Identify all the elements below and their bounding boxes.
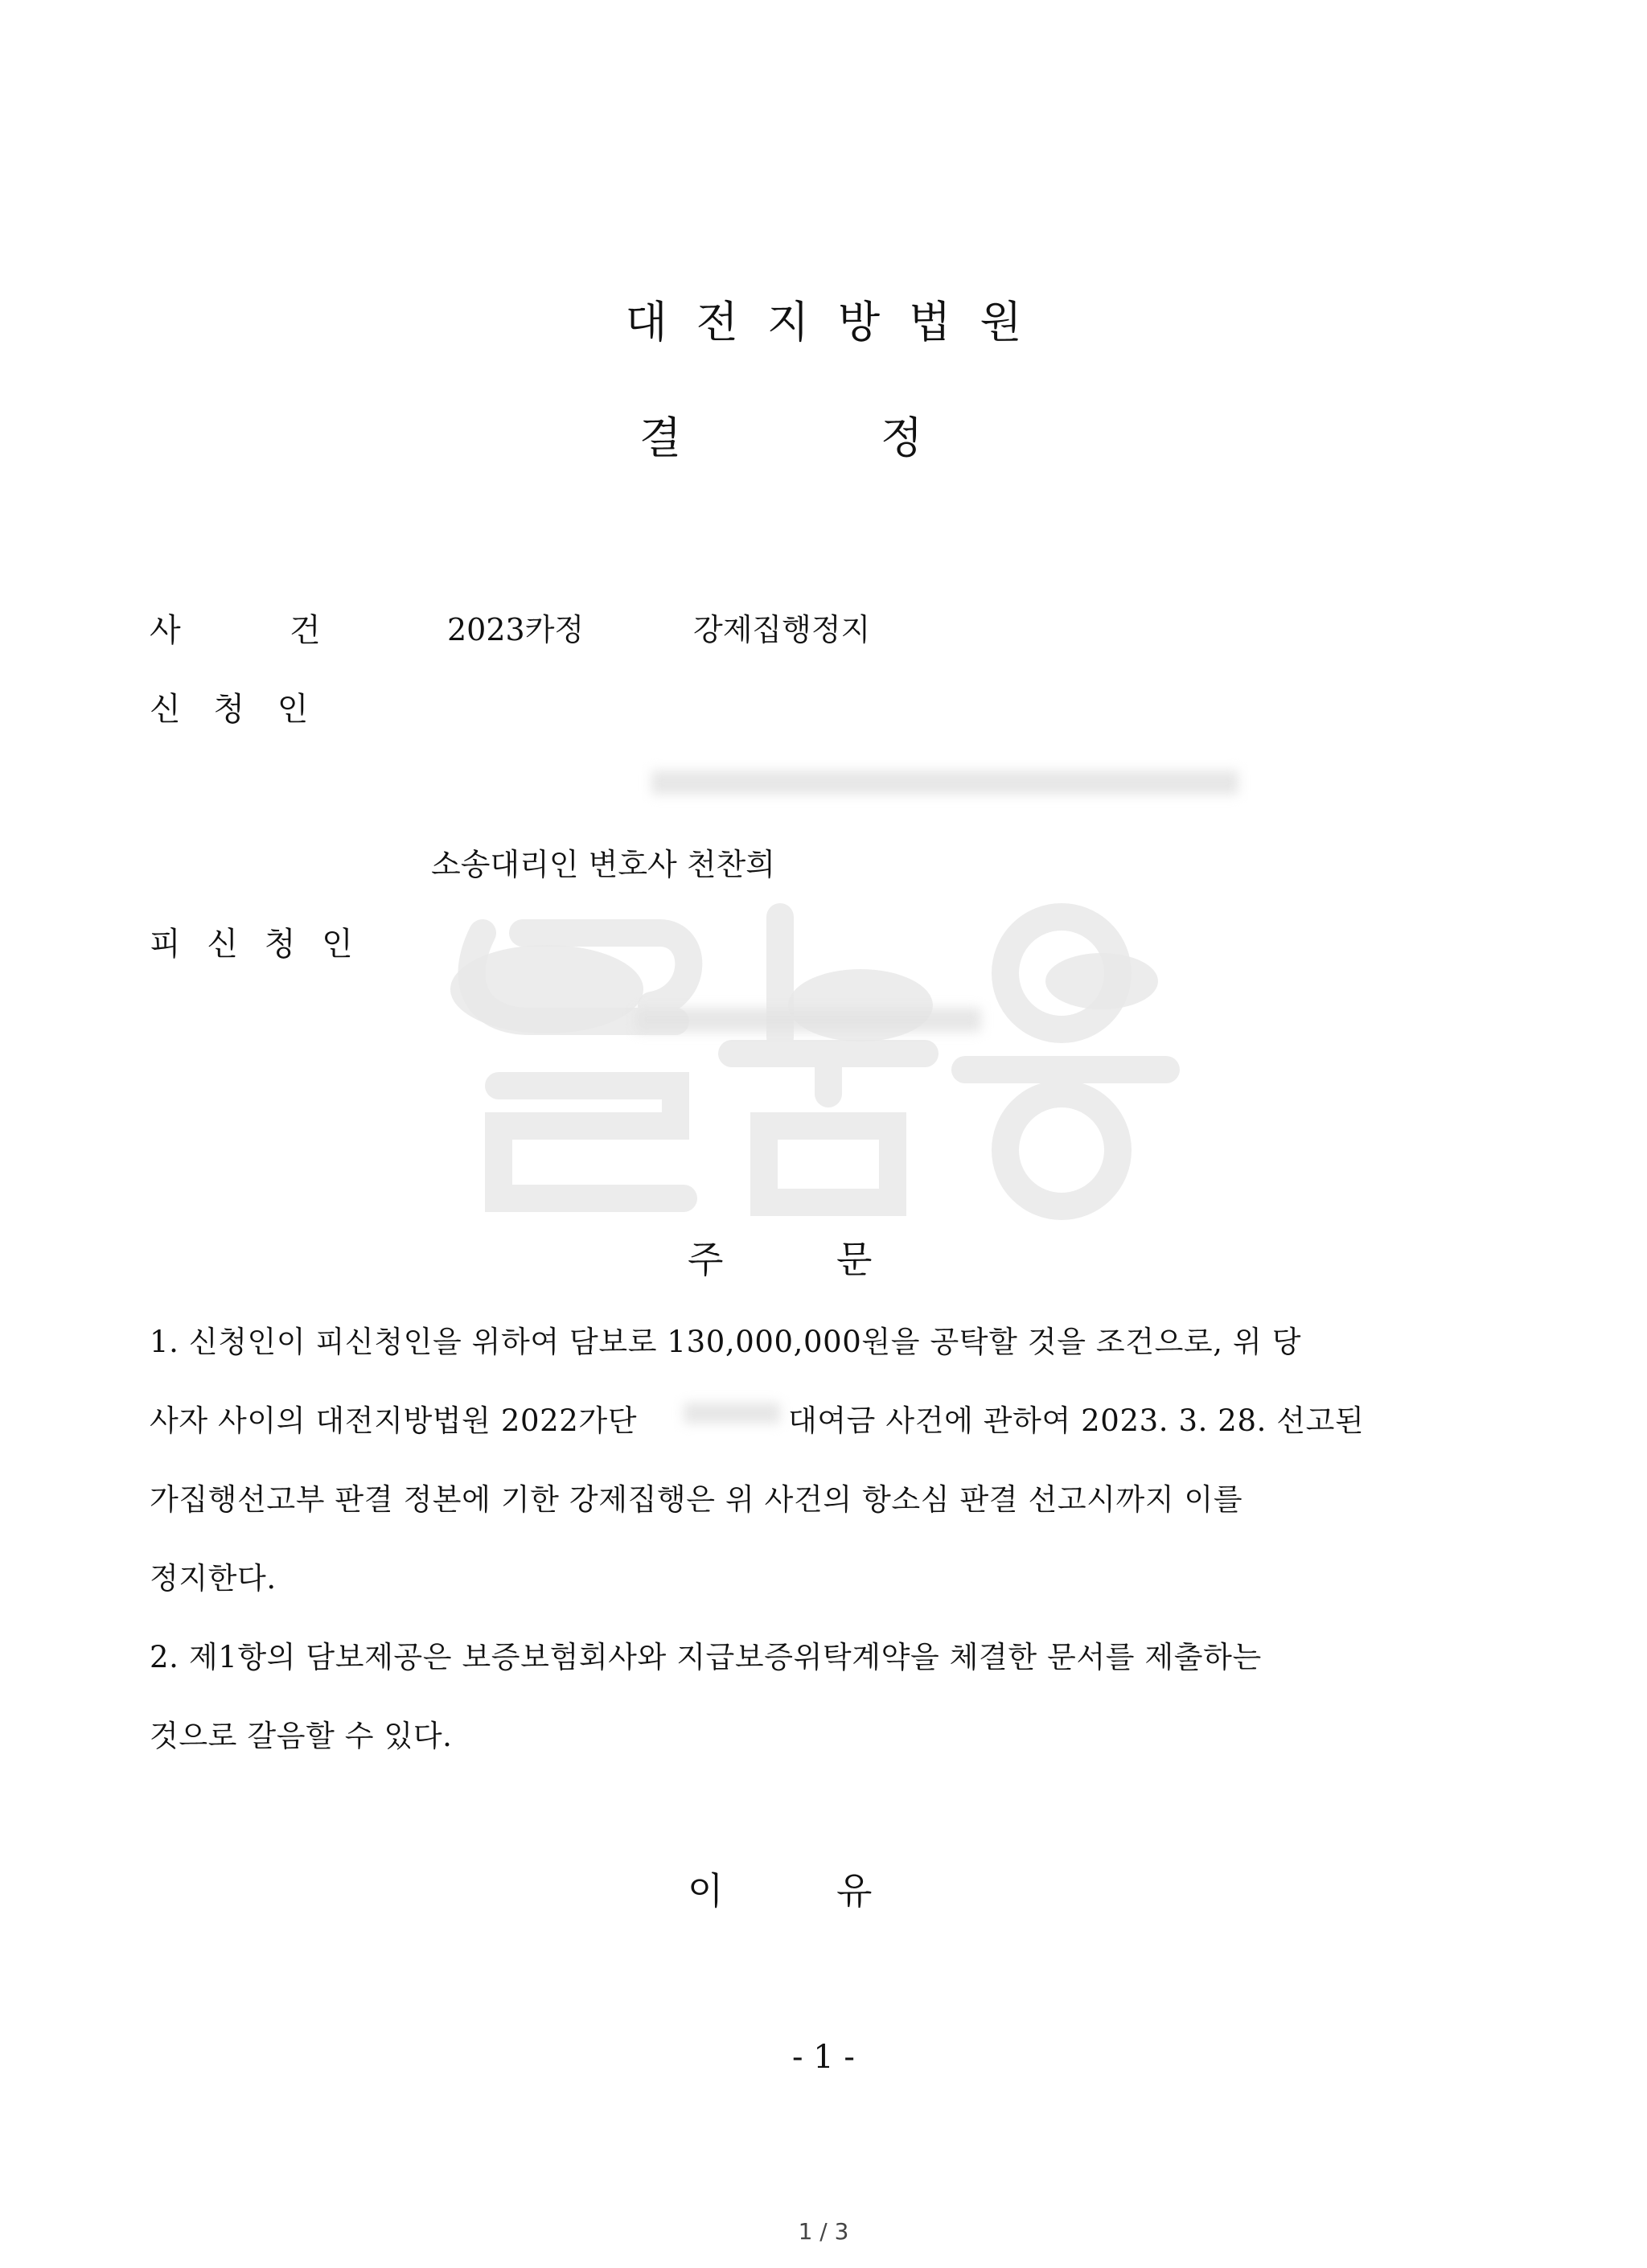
order-line-2a: 사자 사이의 대전지방법원 2022가단 [150, 1403, 638, 1438]
page-number: - 1 - [792, 2039, 855, 2076]
document-type-char-1: 결 [639, 413, 682, 463]
order-heading-char-2: 문 [836, 1238, 873, 1281]
case-title: 강제집행정지 [693, 612, 871, 647]
respondent-label: 피 신 청 인 [150, 926, 361, 963]
respondent-address-redacted [635, 1008, 981, 1032]
order-line-4: 정지한다. [150, 1561, 277, 1596]
order-heading-char-1: 주 [688, 1238, 724, 1281]
applicant-agent: 소송대리인 변호사 천찬희 [431, 847, 775, 882]
watermark-logo [410, 885, 1182, 1222]
order-line-3: 가집행선고부 판결 정본에 기한 강제집행은 위 사건의 항소심 판결 선고시까지 이를 [150, 1482, 1243, 1517]
order-line-1: 1. 신청인이 피신청인을 위하여 담보로 130,000,000원을 공탁할 것을 조건으로, 위 당 [150, 1325, 1302, 1359]
reason-heading-char-1: 이 [688, 1869, 724, 1913]
applicant-label: 신 청 인 [150, 691, 320, 728]
reason-heading-char-2: 유 [836, 1869, 873, 1913]
order-line-5: 2. 제1항의 담보제공은 보증보험회사와 지급보증위탁계약을 체결한 문서를 제출하는 [150, 1640, 1262, 1674]
case-label-char-1: 사 [150, 612, 181, 649]
applicant-address-redacted [651, 770, 1238, 795]
page-counter: 1 / 3 [798, 2218, 849, 2245]
order-line-2b: 대여금 사건에 관하여 2023. 3. 28. 선고된 [788, 1403, 1365, 1438]
court-name: 대전지방법원 [625, 297, 1051, 347]
case-label-char-2: 건 [290, 612, 321, 649]
document-type-char-2: 정 [881, 413, 923, 463]
case-number: 2023카정 [447, 612, 585, 647]
order-line-6: 것으로 갈음할 수 있다. [150, 1719, 453, 1753]
case-number-redacted [684, 1403, 780, 1424]
